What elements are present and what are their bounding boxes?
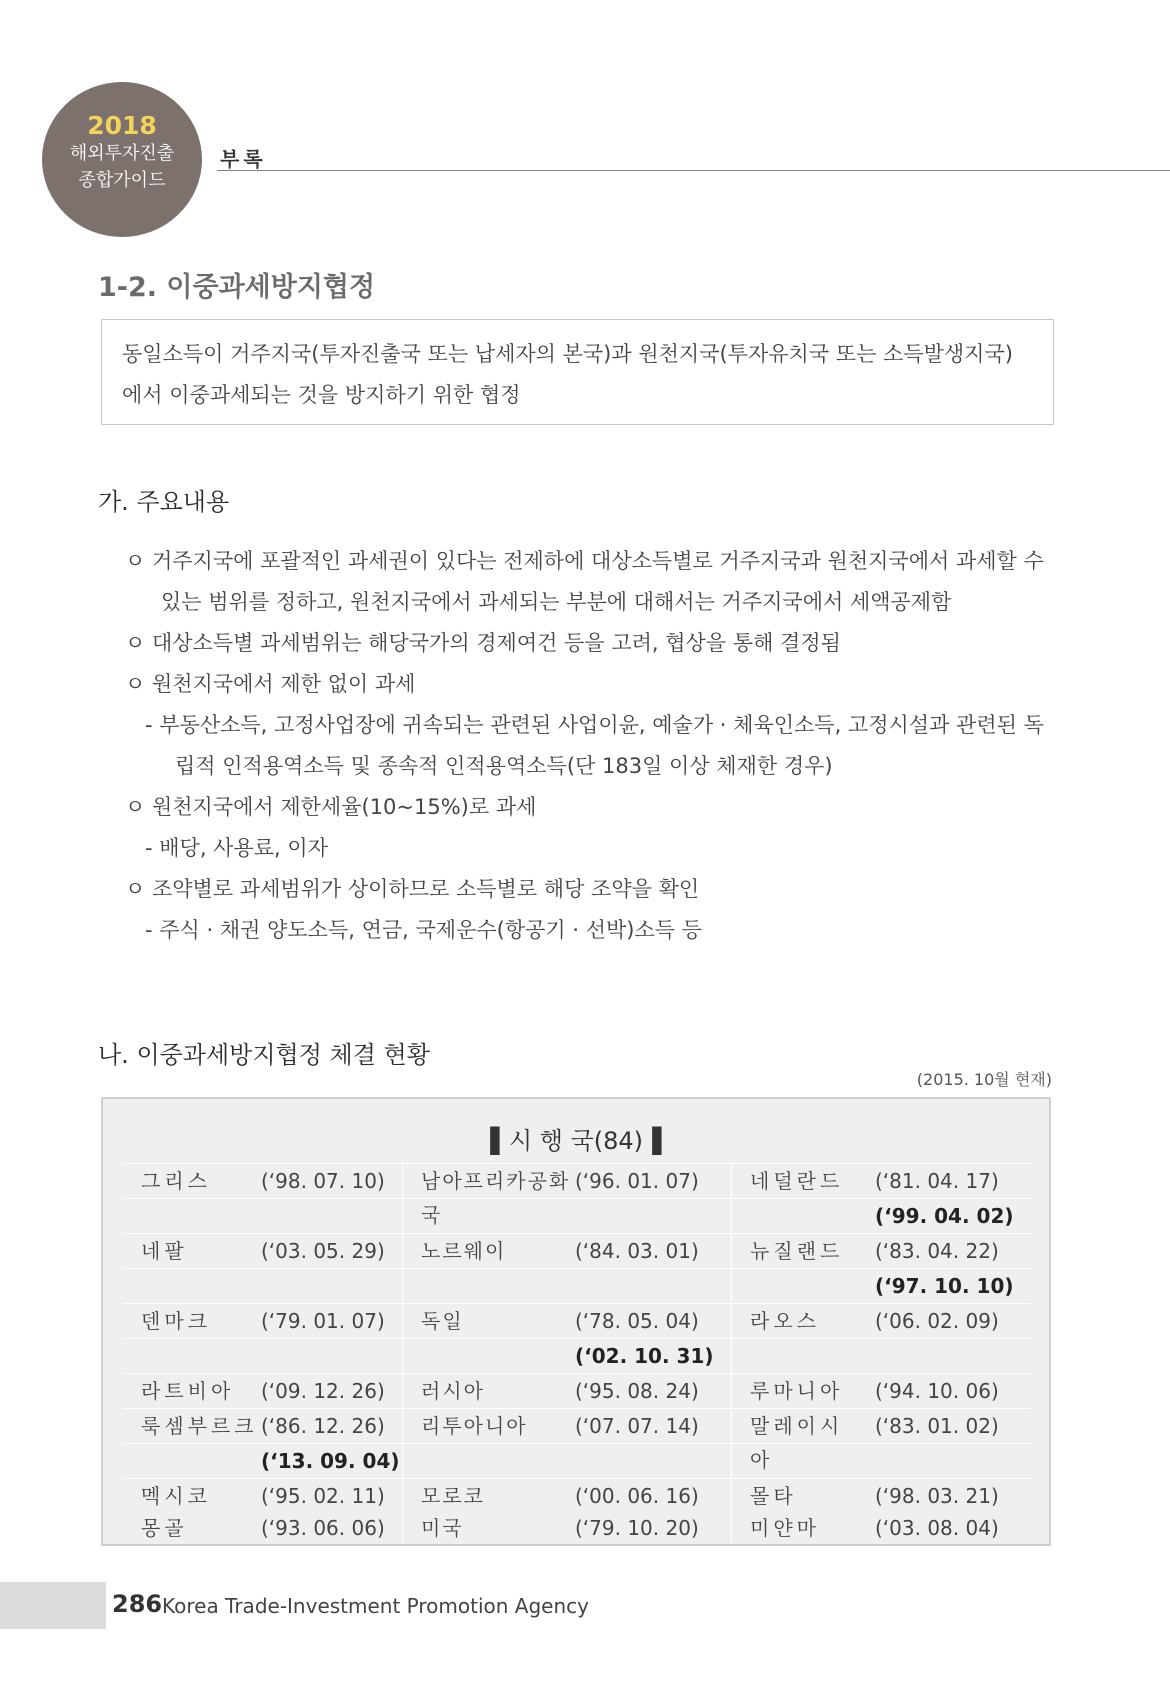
date-cell: (‘99. 04. 02) — [875, 1204, 1014, 1228]
country-cell — [403, 1269, 575, 1303]
country-cell — [403, 1199, 575, 1233]
country-cell — [123, 1444, 261, 1478]
treaty-table — [101, 1097, 1051, 1546]
section-label: 부록 — [220, 147, 267, 171]
as-of-note: (2015. 10월 현재) — [916, 1070, 1052, 1089]
country-cell — [732, 1339, 857, 1373]
date-cell — [575, 1199, 732, 1233]
date-cell: (‘78. 05. 04) — [575, 1304, 732, 1338]
definition-line-1: 동일소득이 거주지국(투자진출국 또는 납세자의 본국)과 원천지국(투자유치국 또는 소득발생지국) — [122, 342, 1013, 366]
date-cell: (‘79. 10. 20) — [575, 1513, 732, 1543]
table-row — [123, 1513, 1031, 1543]
table-row — [123, 1233, 1031, 1268]
list-item: ㅇ 거주지국에 포괄적인 과세권이 있다는 전제하에 대상소득별로 거주지국과 원천지국에서 과세할 수 있는 범위를 정하고, 원천지국에서 과세되는 부분에 대해서는 거주지국에서 세액공제함 — [125, 549, 1044, 614]
date-cell: (‘03. 08. 04) — [875, 1516, 999, 1540]
date-cell: (‘03. 05. 29) — [261, 1234, 403, 1268]
date-cell: (‘83. 01. 02) — [875, 1414, 999, 1438]
definition-line-2: 에서 이중과세되는 것을 방지하기 위한 협정 — [122, 383, 521, 407]
date-cell: (‘79. 01. 07) — [261, 1304, 403, 1338]
date-cell: (‘07. 07. 14) — [575, 1409, 732, 1443]
country-cell: 라트비아 — [141, 1379, 235, 1403]
badge-year: 2018 — [87, 111, 157, 140]
list-subitem: - 주식 · 채권 양도소득, 연금, 국제운수(항공기 · 선박)소득 등 — [145, 918, 703, 942]
date-cell: (‘83. 04. 22) — [875, 1239, 999, 1263]
footer-bar — [0, 1582, 106, 1629]
date-cell — [575, 1444, 732, 1478]
footer-agency: Korea Trade-Investment Promotion Agency — [162, 1594, 589, 1618]
list-item: ㅇ 원천지국에서 제한세율(10~15%)로 과세 — [125, 795, 537, 819]
country-cell: 몽골 — [141, 1516, 188, 1540]
date-cell — [575, 1269, 732, 1303]
main-contents-list — [125, 541, 1055, 951]
date-cell: (‘93. 06. 06) — [261, 1513, 403, 1543]
country-cell — [732, 1199, 857, 1233]
date-cell: (‘09. 12. 26) — [261, 1374, 403, 1408]
country-cell: 미얀마 — [750, 1516, 820, 1540]
date-cell: (‘13. 09. 04) — [261, 1444, 403, 1478]
date-cell: (‘86. 12. 26) — [261, 1409, 403, 1443]
country-cell: 덴마크 — [141, 1309, 211, 1333]
table-row — [123, 1478, 1031, 1513]
country-cell: 독일 — [421, 1309, 464, 1333]
treaty-grid — [123, 1163, 1031, 1543]
country-cell: 남아프리카공화국 — [421, 1169, 571, 1227]
table-row — [123, 1198, 1031, 1233]
list-subitem: - 배당, 사용료, 이자 — [145, 836, 328, 860]
date-cell: (‘00. 06. 16) — [575, 1479, 732, 1513]
country-cell: 그리스 — [141, 1169, 211, 1193]
country-cell: 모로코 — [421, 1484, 485, 1508]
country-cell: 뉴질랜드 — [750, 1239, 844, 1263]
date-cell: (‘81. 04. 17) — [875, 1169, 999, 1193]
date-cell — [857, 1339, 1027, 1373]
table-title: ▌시 행 국(84)▐ — [490, 1127, 662, 1155]
country-cell: 룩셈부르크 — [141, 1414, 258, 1438]
date-cell: (‘98. 07. 10) — [261, 1164, 403, 1198]
country-cell — [123, 1339, 261, 1373]
date-cell — [261, 1339, 403, 1373]
table-row — [123, 1268, 1031, 1303]
section-b-title: 나. 이중과세방지협정 체결 현황 — [98, 1041, 430, 1069]
country-cell: 리투아니아 — [421, 1414, 528, 1438]
list-item: ㅇ 조약별로 과세범위가 상이하므로 소득별로 해당 조약을 확인 — [125, 877, 700, 901]
country-cell: 멕시코 — [141, 1484, 211, 1508]
date-cell — [857, 1444, 1027, 1478]
page-number: 286 — [112, 1590, 163, 1618]
date-cell — [261, 1199, 403, 1233]
country-cell: 라오스 — [750, 1309, 820, 1333]
country-cell — [403, 1339, 575, 1373]
country-cell: 루마니아 — [750, 1379, 844, 1403]
date-cell: (‘06. 02. 09) — [875, 1309, 999, 1333]
header-divider — [217, 170, 1170, 171]
table-row — [123, 1338, 1031, 1373]
date-cell: (‘95. 08. 24) — [575, 1374, 732, 1408]
table-row — [123, 1443, 1031, 1478]
date-cell: (‘94. 10. 06) — [875, 1379, 999, 1403]
country-cell — [732, 1444, 857, 1478]
country-cell: 네덜란드 — [750, 1169, 844, 1193]
date-cell: (‘98. 03. 21) — [875, 1484, 999, 1508]
country-cell — [123, 1199, 261, 1233]
badge-line-2: 종합가이드 — [78, 170, 166, 191]
date-cell: (‘96. 01. 07) — [575, 1164, 732, 1198]
table-row — [123, 1373, 1031, 1408]
date-cell: (‘95. 02. 11) — [261, 1479, 403, 1513]
date-cell — [261, 1269, 403, 1303]
country-cell: 러시아 — [421, 1379, 485, 1403]
badge-line-1: 해외투자진출 — [69, 143, 175, 164]
date-cell: (‘97. 10. 10) — [875, 1274, 1014, 1298]
date-cell: (‘84. 03. 01) — [575, 1234, 732, 1268]
section-a-title: 가. 주요내용 — [98, 488, 230, 516]
country-cell: 노르웨이 — [421, 1239, 507, 1263]
guide-badge — [42, 82, 202, 237]
page-title: 1-2. 이중과세방지협정 — [98, 272, 376, 303]
list-item: ㅇ 원천지국에서 제한 없이 과세 — [125, 672, 416, 696]
country-cell: 말레이시아 — [750, 1414, 844, 1472]
country-cell: 네팔 — [141, 1239, 188, 1263]
list-subitem: - 부동산소득, 고정사업장에 귀속되는 관련된 사업이윤, 예술가 · 체육인소득, 고정시설과 관련된 독립적 인적용역소득 및 종속적 인적용역소득(단 183일 이상 체재한 경우) — [145, 713, 1044, 778]
date-cell: (‘02. 10. 31) — [575, 1339, 732, 1373]
country-cell — [403, 1444, 575, 1478]
country-cell — [732, 1269, 857, 1303]
table-row — [123, 1303, 1031, 1338]
country-cell: 몰타 — [750, 1484, 797, 1508]
country-cell: 미국 — [421, 1516, 464, 1540]
definition-box — [101, 319, 1054, 425]
list-item: ㅇ 대상소득별 과세범위는 해당국가의 경제여건 등을 고려, 협상을 통해 결정됨 — [125, 631, 841, 655]
country-cell — [123, 1269, 261, 1303]
